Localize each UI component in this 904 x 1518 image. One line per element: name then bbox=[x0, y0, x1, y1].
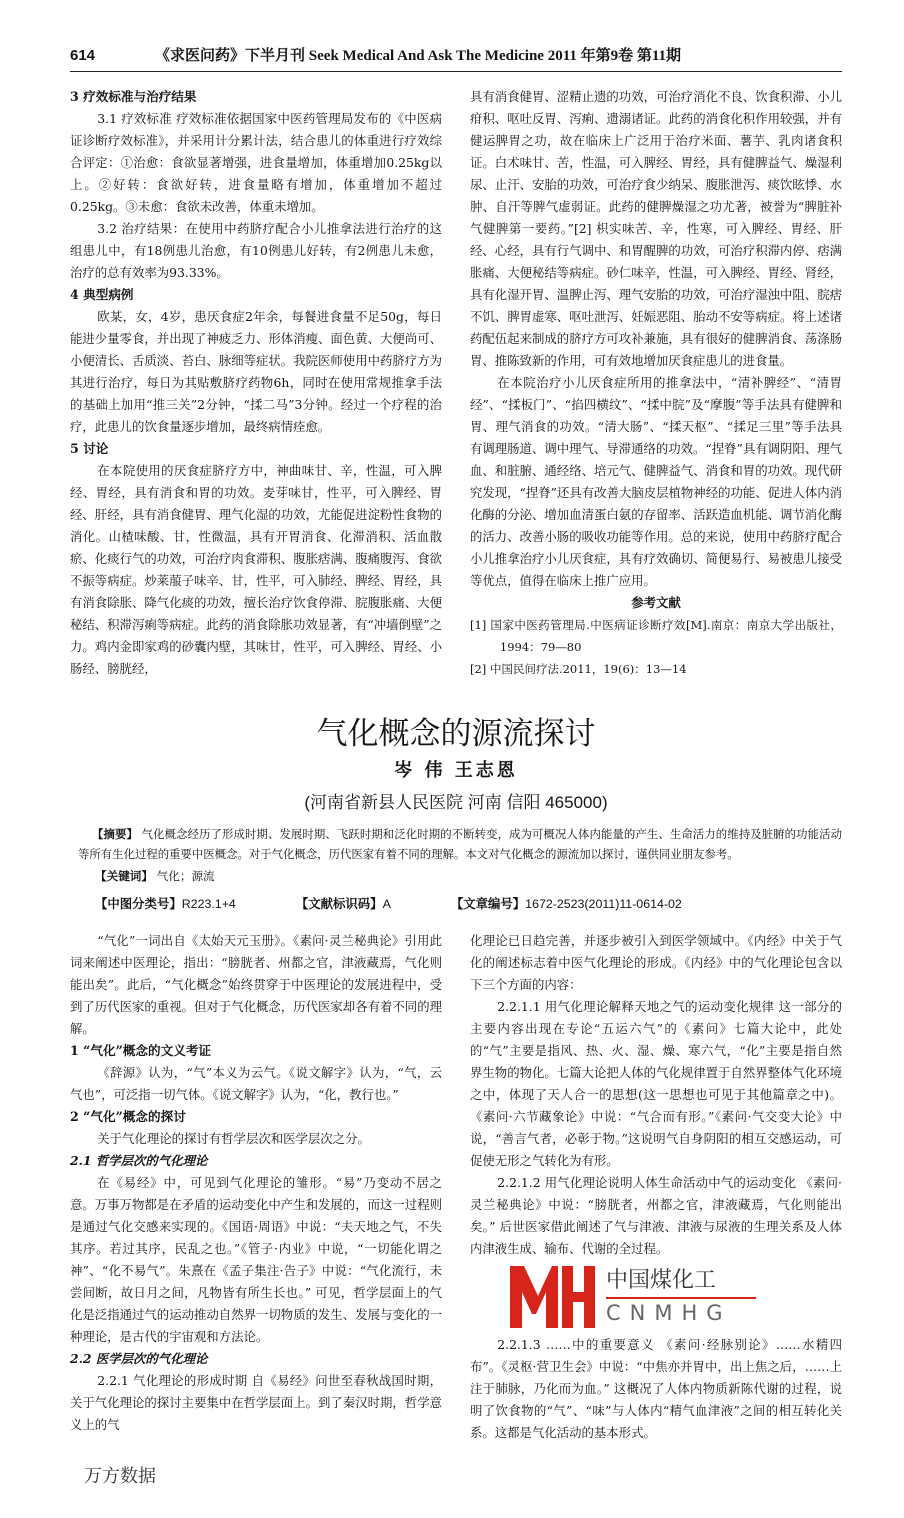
section-heading: 3 疗效标准与治疗结果 bbox=[70, 89, 197, 104]
paragraph: 2.2.1 气化理论的形成时期 自《易经》问世至春秋战国时期，关于气化理论的探讨主要集中在哲学层面上。到了秦汉时期，哲学意义上的气 bbox=[70, 1373, 442, 1432]
article-title: 气化概念的源流探讨 bbox=[316, 716, 596, 752]
watermark-divider bbox=[606, 1297, 756, 1299]
paragraph: “气化”一词出自《太始天元玉册》。《素问·灵兰秘典论》引用此词来阐述中医理论，指出：“膀胱者、州都之官，津液藏焉，气化则能出矣”。此后，“气化概念”始终贯穿于中医理论的发展进程中，受到了历代医家的重视。但对于气化概念，历代医家却各有着不同的理解。 bbox=[70, 933, 442, 1036]
source-footer: 万方数据 bbox=[84, 1466, 156, 1487]
article2-columns bbox=[70, 930, 842, 1444]
abstract bbox=[78, 824, 842, 864]
doc-code-value: A bbox=[382, 897, 391, 911]
paragraph: 《辞源》认为，“气”本义为云气。《说文解字》认为，“气，云气也”，可泛指一切气体。《说文解字》认为，“化，教行也。” bbox=[70, 1065, 442, 1102]
cnmhg-watermark-logo bbox=[510, 1266, 760, 1328]
article-authors: 岑 伟 王志恩 bbox=[394, 760, 518, 781]
clc-value: R223.1+4 bbox=[181, 897, 236, 911]
watermark-cn-text: 中国煤化工 bbox=[606, 1268, 717, 1293]
subsection-heading: 2.2 医学层次的气化理论 bbox=[70, 1351, 208, 1366]
article2-right-column bbox=[470, 930, 842, 1444]
article1-right-column bbox=[470, 86, 842, 680]
reference-item: [1] 国家中医药管理局.中医病证诊断疗效[M].南京：南京大学出版社，1994：79—80 bbox=[470, 618, 842, 654]
section-heading: 4 典型病例 bbox=[70, 287, 134, 302]
article2-left-column bbox=[70, 930, 442, 1444]
paragraph: 在《易经》中，可见到气化理论的雏形。“易”乃变动不居之意。万事万物都是在矛盾的运动变化中产生和发展的，而这一过程则是通过气化交感来实现的。《国语·周语》中说：“夫天地之气，不失其序。若过其序，民乱之也。”《管子·内业》中说，“一切能化谓之神”、“化不易气”。朱熹在《孟子集注·告子》中说：“气化流行，未尝间断，故日月之间，凡物皆有所生长也。” 可见，哲学层面上的气化是泛指通过气的运动推动自然界一切物质的发生、发展与变化的一种理论，是古代的宇宙观和方法论。 bbox=[70, 1175, 442, 1344]
section-heading: 5 讨论 bbox=[70, 441, 109, 456]
author-affiliation: (河南省新县人民医院 河南 信阳 465000) bbox=[304, 793, 608, 812]
doc-code-label: 【文献标识码】 bbox=[295, 897, 383, 911]
paragraph: 关于气化理论的探讨有哲学层次和医学层次之分。 bbox=[97, 1131, 370, 1146]
reference-item: [2] 中国民间疗法.2011，19(6)：13—14 bbox=[470, 662, 687, 676]
running-header bbox=[70, 44, 842, 72]
paragraph: 3.2 治疗结果：在使用中药脐疗配合小儿推拿法进行治疗的这组患儿中，有18例患儿治愈，有10例患儿好转，有2例患儿未愈，治疗的总有效率为93.33%。 bbox=[70, 221, 442, 280]
article1-columns bbox=[70, 86, 842, 680]
article-no-value: 1672-2523(2011)11-0614-02 bbox=[525, 897, 682, 911]
section-heading: 2 “气化”概念的探讨 bbox=[70, 1109, 186, 1124]
abstract-text: 气化概念经历了形成时期、发展时期、飞跃时期和泛化时期的不断转变，成为可概况人体内能量的产生、生命活力的维持及脏腑的功能活动等所有生化过程的重要中医概念。对于气化概念，历代医家有着不同的理解。本文对气化概念的源流加以探讨，谨供同业朋友参考。 bbox=[78, 827, 842, 861]
paragraph: 具有消食健胃、涩精止遗的功效，可治疗消化不良、饮食积滞、小儿疳积、呕吐反胃、泻痢、遗溺诸证。此药的消食化积作用较强，并有健运脾胃之功，故在临床上广泛用于治疗米面、薯芋、乳肉诸食积证。白术味甘、苦，性温，可入脾经、胃经，具有健脾益气、燥湿利尿、止汗、安胎的功效，可治疗食少纳呆、腹胀泄泻、痰饮眩悸、水肿、自汗等脾气虚弱证。此药的健脾燥湿之功尤著，被誉为“脾脏补气健脾第一要药。”[2] 枳实味苦、辛，性寒，可入脾经、胃经、肝经、心经，具有行气调中、和胃醒脾的功效，可治疗积滞内停、痞满胀痛、大便秘结等病症。砂仁味辛，性温，可入脾经、胃经、肾经，具有化湿开胃、温脾止泻、理气安胎的功效，可治疗湿浊中阻、脘痞不饥、脾胃虚寒、呕吐泄泻、妊娠恶阻、胎动不安等病症。将上述诸药配伍起来制成的脐疗方可攻补兼施，具有很好的健脾消食、荡涤肠胃、推陈致新的作用，可有效地增加厌食症患儿的进食量。 bbox=[470, 89, 842, 368]
journal-title: 《求医问药》下半月刊 Seek Medical And Ask The Medicine 2011 年第9卷 第11期 bbox=[155, 48, 682, 64]
references-title: 参考文献 bbox=[631, 595, 681, 610]
subsection-heading: 2.1 哲学层次的气化理论 bbox=[70, 1153, 208, 1168]
keywords-text: 气化；源流 bbox=[156, 869, 215, 883]
clc-label: 【中图分类号】 bbox=[95, 897, 182, 911]
abstract-label: 【摘要】 bbox=[92, 827, 138, 841]
article1-left-column bbox=[70, 86, 442, 680]
page-number: 614 bbox=[70, 47, 96, 64]
keywords-label: 【关键词】 bbox=[95, 869, 153, 883]
paragraph: 2.2.1.1 用气化理论解释天地之气的运动变化规律 这一部分的主要内容出现在专论“五运六气”的《素问》七篇大论中，此处的“气”主要是指风、热、火、湿、燥、寒六气，“化”主要是指自然界生物的物化。七篇大论把人体的气化规律置于自然界整体气化环境之中，体现了天人合一的思想(这一思想也可见于其他篇章之中)。《素问·六节藏象论》中说：“气合而有形。”《素问·气交变大论》中说，“善言气者，必彰于物。”这说明气自身阴阳的相互交感运动，可促使无形之气转化为有形。 bbox=[470, 999, 842, 1168]
classification-line bbox=[95, 894, 842, 914]
section-heading: 1 “气化”概念的文义考证 bbox=[70, 1043, 211, 1058]
paragraph: 3.1 疗效标准 疗效标准依据国家中医药管理局发布的《中医病证诊断疗效标准》，并采用计分累计法，结合患儿的体重进行疗效综合评定：①治愈：食欲显著增强，进食量增加，体重增加0.25kg以上。②好转：食欲好转，进食量略有增加，体重增加不超过0.25kg。③未愈：食欲未改善，体重未增加。 bbox=[70, 111, 442, 214]
watermark-en-text: CNMHG bbox=[606, 1301, 732, 1325]
keywords bbox=[95, 866, 842, 886]
paragraph: 在本院治疗小儿厌食症所用的推拿法中，“清补脾经”、“清胃经”、“揉板门”、“掐四横纹”、“揉中脘”及“摩腹”等手法具有健脾和胃、理气消食的功效。“清大肠”、“揉天枢”、“揉足三里”等手法具有调理肠道、调中理气、导滞通络的功效。“捏脊”具有调阴阳、理气血、和脏腑、通经络、培元气、健脾益气、消食和胃的功效。现代研究发现，“捏脊”还具有改善大脑皮层植物神经的功能、促进人体内消化酶的分泌、增加血清蛋白氨的存留率、活跃造血机能、调节消化酶的活力、改善小肠的吸收功能等作用。总的来说，使用中药脐疗配合小儿推拿治疗小儿厌食症，具有疗效确切、简便易行、易被患儿接受等优点，值得在临床上推广应用。 bbox=[470, 375, 842, 588]
paragraph: 化理论已日趋完善，并逐步被引入到医学领域中。《内经》中关于气化的阐述标志着中医气化理论的形成。《内经》中的气化理论包含以下三个方面的内容： bbox=[470, 933, 842, 992]
article-no-label: 【文章编号】 bbox=[450, 897, 526, 911]
paragraph: 欧某，女，4岁，患厌食症2年余，每餐进食量不足50g，每日能进少量零食，并出现了神疲乏力、形体消瘦、面色黄、大便尚可、小便清长、舌质淡、苔白、脉细等症状。我院医师使用中药脐疗方为其进行治疗，每日为其贴敷脐疗药物6h，同时在使用常规推拿手法的基础上加用“推三关”2分钟，“揉二马”3分钟。经过一个疗程的治疗，此患儿的饮食量逐步增加，最终病情痊愈。 bbox=[70, 309, 442, 434]
mh-logo-icon bbox=[510, 1266, 595, 1328]
paragraph: 2.2.1.2 用气化理论说明人体生命活动中气的运动变化 《素问·灵兰秘典论》中说：“膀胱者，州都之官，津液藏焉，气化则能出矣。” 后世医家借此阐述了气与津液、津液与尿液的生理关系及人体内津液生成、输布、代谢的全过程。 bbox=[470, 1175, 842, 1256]
paragraph: 2.2.1.3 ……中的重要意义 《素问·经脉别论》……水精四布”。《灵枢·营卫生会》中说：“中焦亦并胃中，出上焦之后，……上注于肺脉，乃化而为血。” 这概况了人体内物质新陈代谢的过程，说明了饮食物的“气”、“味”与人体内“精气血津液”之间的相互转化关系。这都是气化活动的基本形式。 bbox=[470, 1337, 842, 1440]
paragraph: 在本院使用的厌食症脐疗方中，神曲味甘、辛，性温，可入脾经、胃经，具有消食和胃的功效。麦芽味甘，性平，可入脾经、胃经、肝经，具有消食健胃、理气化湿的功效，尤能促进淀粉性食物的消化。山楂味酸、甘，性微温，具有开胃消食、化滞消积、活血散瘀、化痰行气的功效，可治疗肉食滞积、腹胀痞满、腹痛腹泻、食欲不振等病症。炒莱菔子味辛、甘，性平，可入肺经、脾经、胃经，具有消食除胀、降气化痰的功效，擅长治疗饮食停滞、脘腹胀痛、大便秘结、积滞泻痢等病症。此药的消食除胀功效显著，有“冲墙倒壁”之力。鸡内金即家鸡的砂囊内壁，其味甘，性平，可入脾经、胃经、小肠经、膀胱经， bbox=[70, 463, 442, 676]
